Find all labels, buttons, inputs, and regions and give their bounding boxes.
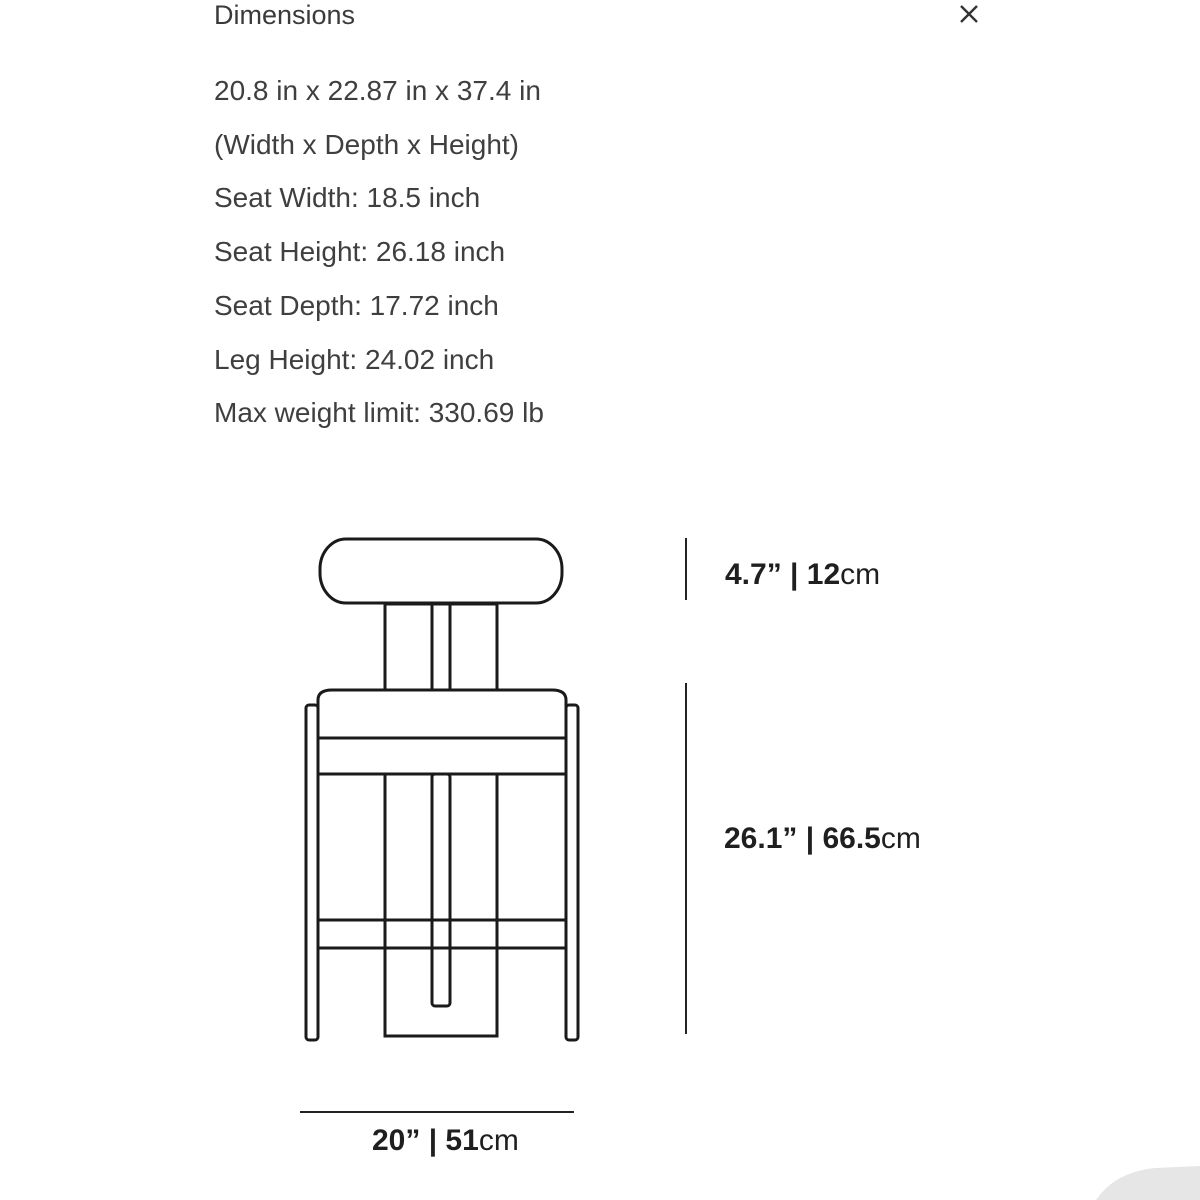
spec-list bbox=[214, 64, 544, 440]
leg-left bbox=[306, 705, 318, 1040]
spec-max-weight: Max weight limit: 330.69 lb bbox=[214, 397, 544, 429]
panel-title: Dimensions bbox=[214, 0, 356, 30]
spec-dimension-order: (Width x Depth x Height) bbox=[214, 128, 519, 160]
backrest-height-unit: cm bbox=[840, 558, 881, 591]
close-button[interactable] bbox=[952, 0, 986, 28]
width-label bbox=[372, 1124, 519, 1158]
seat-height-unit: cm bbox=[880, 822, 921, 855]
seat-frame bbox=[318, 738, 566, 774]
seat-cushion bbox=[318, 690, 566, 738]
width-unit: cm bbox=[478, 1124, 519, 1157]
backrest-height-label bbox=[725, 558, 880, 592]
decorative-corner-shape bbox=[900, 1160, 1200, 1200]
leg-right bbox=[566, 705, 578, 1040]
footrest-bar bbox=[318, 920, 566, 948]
close-icon bbox=[958, 3, 980, 25]
seat-height-value: 26.1” | 66.5 bbox=[724, 822, 881, 855]
spec-leg-height: Leg Height: 24.02 inch bbox=[214, 343, 495, 375]
seat-height-label bbox=[724, 822, 921, 856]
spec-seat-depth: Seat Depth: 17.72 inch bbox=[214, 289, 499, 321]
spec-overall-dimensions: 20.8 in x 22.87 in x 37.4 in bbox=[214, 75, 541, 106]
center-column-slot bbox=[432, 774, 450, 1006]
width-value: 20” | 51 bbox=[372, 1124, 479, 1157]
spec-seat-height: Seat Height: 26.18 inch bbox=[214, 236, 506, 268]
backrest-cushion bbox=[320, 539, 562, 603]
back-support-left bbox=[385, 604, 497, 690]
backrest-height-value: 4.7” | 12 bbox=[725, 558, 841, 591]
spec-seat-width: Seat Width: 18.5 inch bbox=[214, 182, 481, 214]
center-column bbox=[385, 774, 497, 1036]
